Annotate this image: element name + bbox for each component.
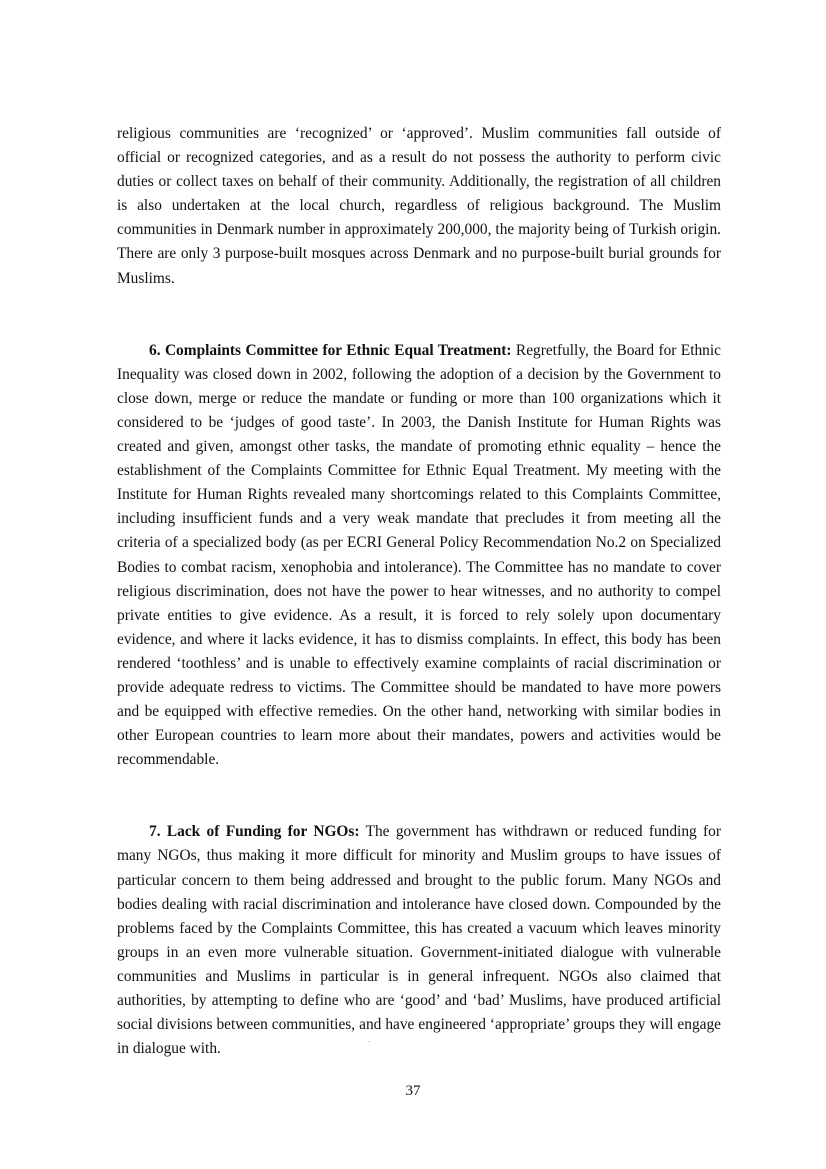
section-7-body: The government has withdrawn or reduced funding for many NGOs, thus making it more difficult for minority and Muslim groups to have issues of particular concern to them being addressed and brought to the public forum. Many NGOs and bodies dealing with racial discrimination and intolerance have closed down. Compounded by the problems faced by the Complaints Committee, this has created a vacuum which leaves minority groups in an even more vulnerable situation. Government-initiated dialogue with vulnerable communities and Muslims in particular is in general infrequent. NGOs also claimed that authorities, by attempting to define who are ‘good’ and ‘bad’ Muslims, have produced artificial social divisions between communities, and have engineered ‘appropriate’ groups they will engage in dialogue with. bbox=[117, 823, 721, 1058]
section-6-heading: 6. Complaints Committee for Ethnic Equal Treatment: bbox=[149, 341, 512, 359]
section-7-heading: 7. Lack of Funding for NGOs: bbox=[149, 823, 360, 841]
section-spacer bbox=[117, 291, 721, 339]
section-7-paragraph bbox=[117, 820, 721, 1061]
page-content bbox=[117, 122, 721, 1061]
intro-paragraph: religious communities are ‘recognized’ or ‘approved’. Muslim communities fall outside of official or recognized categories, and as a result do not possess the authority to perform civic duties or collect taxes on behalf of their community. Additionally, the registration of all children is also undertaken at the local church, regardless of religious background. The Muslim communities in Denmark number in approximately 200,000, the majority being of Turkish origin. There are only 3 purpose-built mosques across Denmark and no purpose-built burial grounds for Muslims. bbox=[117, 125, 721, 287]
section-spacer bbox=[117, 772, 721, 820]
page-number: 37 bbox=[405, 1083, 421, 1099]
section-6-paragraph bbox=[117, 339, 721, 773]
scan-speck bbox=[368, 1041, 370, 1042]
section-6-body: Regretfully, the Board for Ethnic Inequality was closed down in 2002, following the adoption of a decision by the Government to close down, merge or reduce the mandate or funding or more than 100 organizations which it considered to be ‘judges of good taste’. In 2003, the Danish Institute for Human Rights was created and given, amongst other tasks, the mandate of promoting ethnic equality – hence the establishment of the Complaints Committee for Ethnic Equal Treatment. My meeting with the Institute for Human Rights revealed many shortcomings related to this Complaints Committee, including insufficient funds and a very weak mandate that precludes it from meeting all the criteria of a specialized body (as per ECRI General Policy Recommendation No.2 on Specialized Bodies to combat racism, xenophobia and intolerance). The Committee has no mandate to cover religious discrimination, does not have the power to hear witnesses, and no authority to compel private entities to give evidence. As a result, it is forced to rely solely upon documentary evidence, and where it lacks evidence, it has to dismiss complaints. In effect, this body has been rendered ‘toothless’ and is unable to effectively examine complaints of racial discrimination or provide adequate redress to victims. The Committee should be mandated to have more powers and be equipped with effective remedies. On the other hand, networking with similar bodies in other European countries to learn more about their mandates, powers and activities would be recommendable. bbox=[117, 341, 721, 769]
